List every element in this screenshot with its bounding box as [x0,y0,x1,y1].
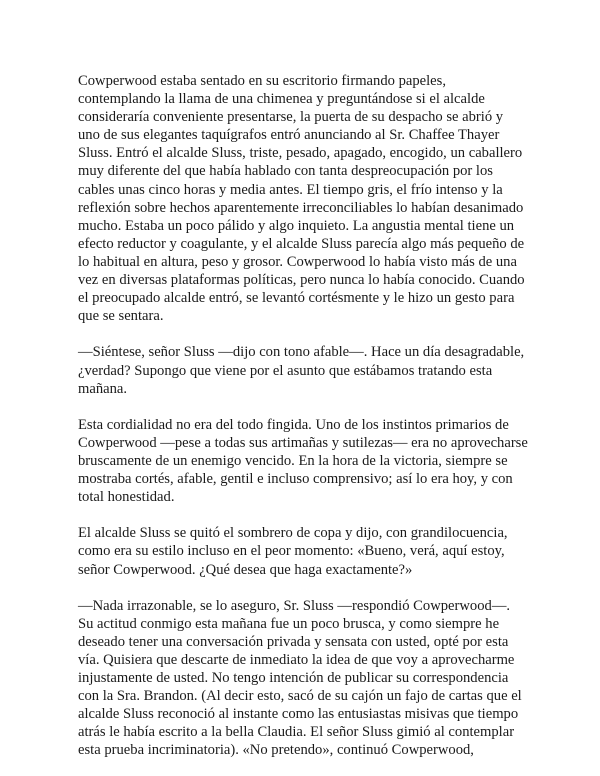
paragraph-5: —Nada irrazonable, se lo aseguro, Sr. Sluss —respondió Cowperwood—. Su actitud conmigo esta mañana fue un poco brusca, y como siempre he deseado tener una conversación privada y sensata con usted, opté por esta vía. Quisiera que descarte de inmediato la idea de que voy a aprovecharme injustamente de usted. No tengo intención de publicar su correspondencia con la Sra. Brandon. (Al decir esto, sacó de su cajón un fajo de cartas que el alcalde Sluss reconoció al instante como las entusiastas misivas que tiempo atrás le había escrito a la bella Claudia. El señor Sluss gimió al contemplar esta prueba incriminatoria). «No pretendo», continuó Cowperwood, [78,597,522,759]
paragraph-3: Esta cordialidad no era del todo fingida. Uno de los instintos primarios de Cowperwood —pese a todas sus artimañas y sutilezas— era no aprovecharse bruscamente de un enemigo vencido. En la hora de la victoria, siempre se mostraba cortés, afable, gentil e incluso comprensivo; así lo era hoy, y con total honestidad. [78,416,528,506]
paragraph-1: Cowperwood estaba sentado en su escritorio firmando papeles, contemplando la llama de una chimenea y preguntándose si el alcalde consideraría conveniente presentarse, la puerta de su despacho se abrió y uno de sus elegantes taquígrafos entró anunciando al Sr. Chaffee Thayer Sluss. Entró el alcalde Sluss, triste, pesado, apagado, encogido, un caballero muy diferente del que había hablado con tanta despreocupación por los cables unas cinco horas y media antes. El tiempo gris, el frío intenso y la reflexión sobre hechos aparentemente irreconciliables lo habían desanimado mucho. Estaba un poco pálido y algo inquieto. La angustia mental tiene un efecto reductor y coagulante, y el alcalde Sluss parecía algo más pequeño de lo habitual en altura, peso y grosor. Cowperwood lo había visto más de una vez en diversas plataformas políticas, pero nunca lo había conocido. Cuando el preocupado alcalde entró, se levantó cortésmente y le hizo un gesto para que se sentara. [78,73,525,325]
paragraph-4: El alcalde Sluss se quitó el sombrero de copa y dijo, con grandilocuencia, como era su estilo incluso en el peor momento: «Bueno, verá, aquí estoy, señor Cowperwood. ¿Qué desea que haga exactamente?» [78,525,508,578]
body-text [78,72,528,760]
paragraph-2: —Siéntese, señor Sluss —dijo con tono afable—. Hace un día desagradable, ¿verdad? Supongo que viene por el asunto que estábamos tratando esta mañana. [78,344,525,397]
